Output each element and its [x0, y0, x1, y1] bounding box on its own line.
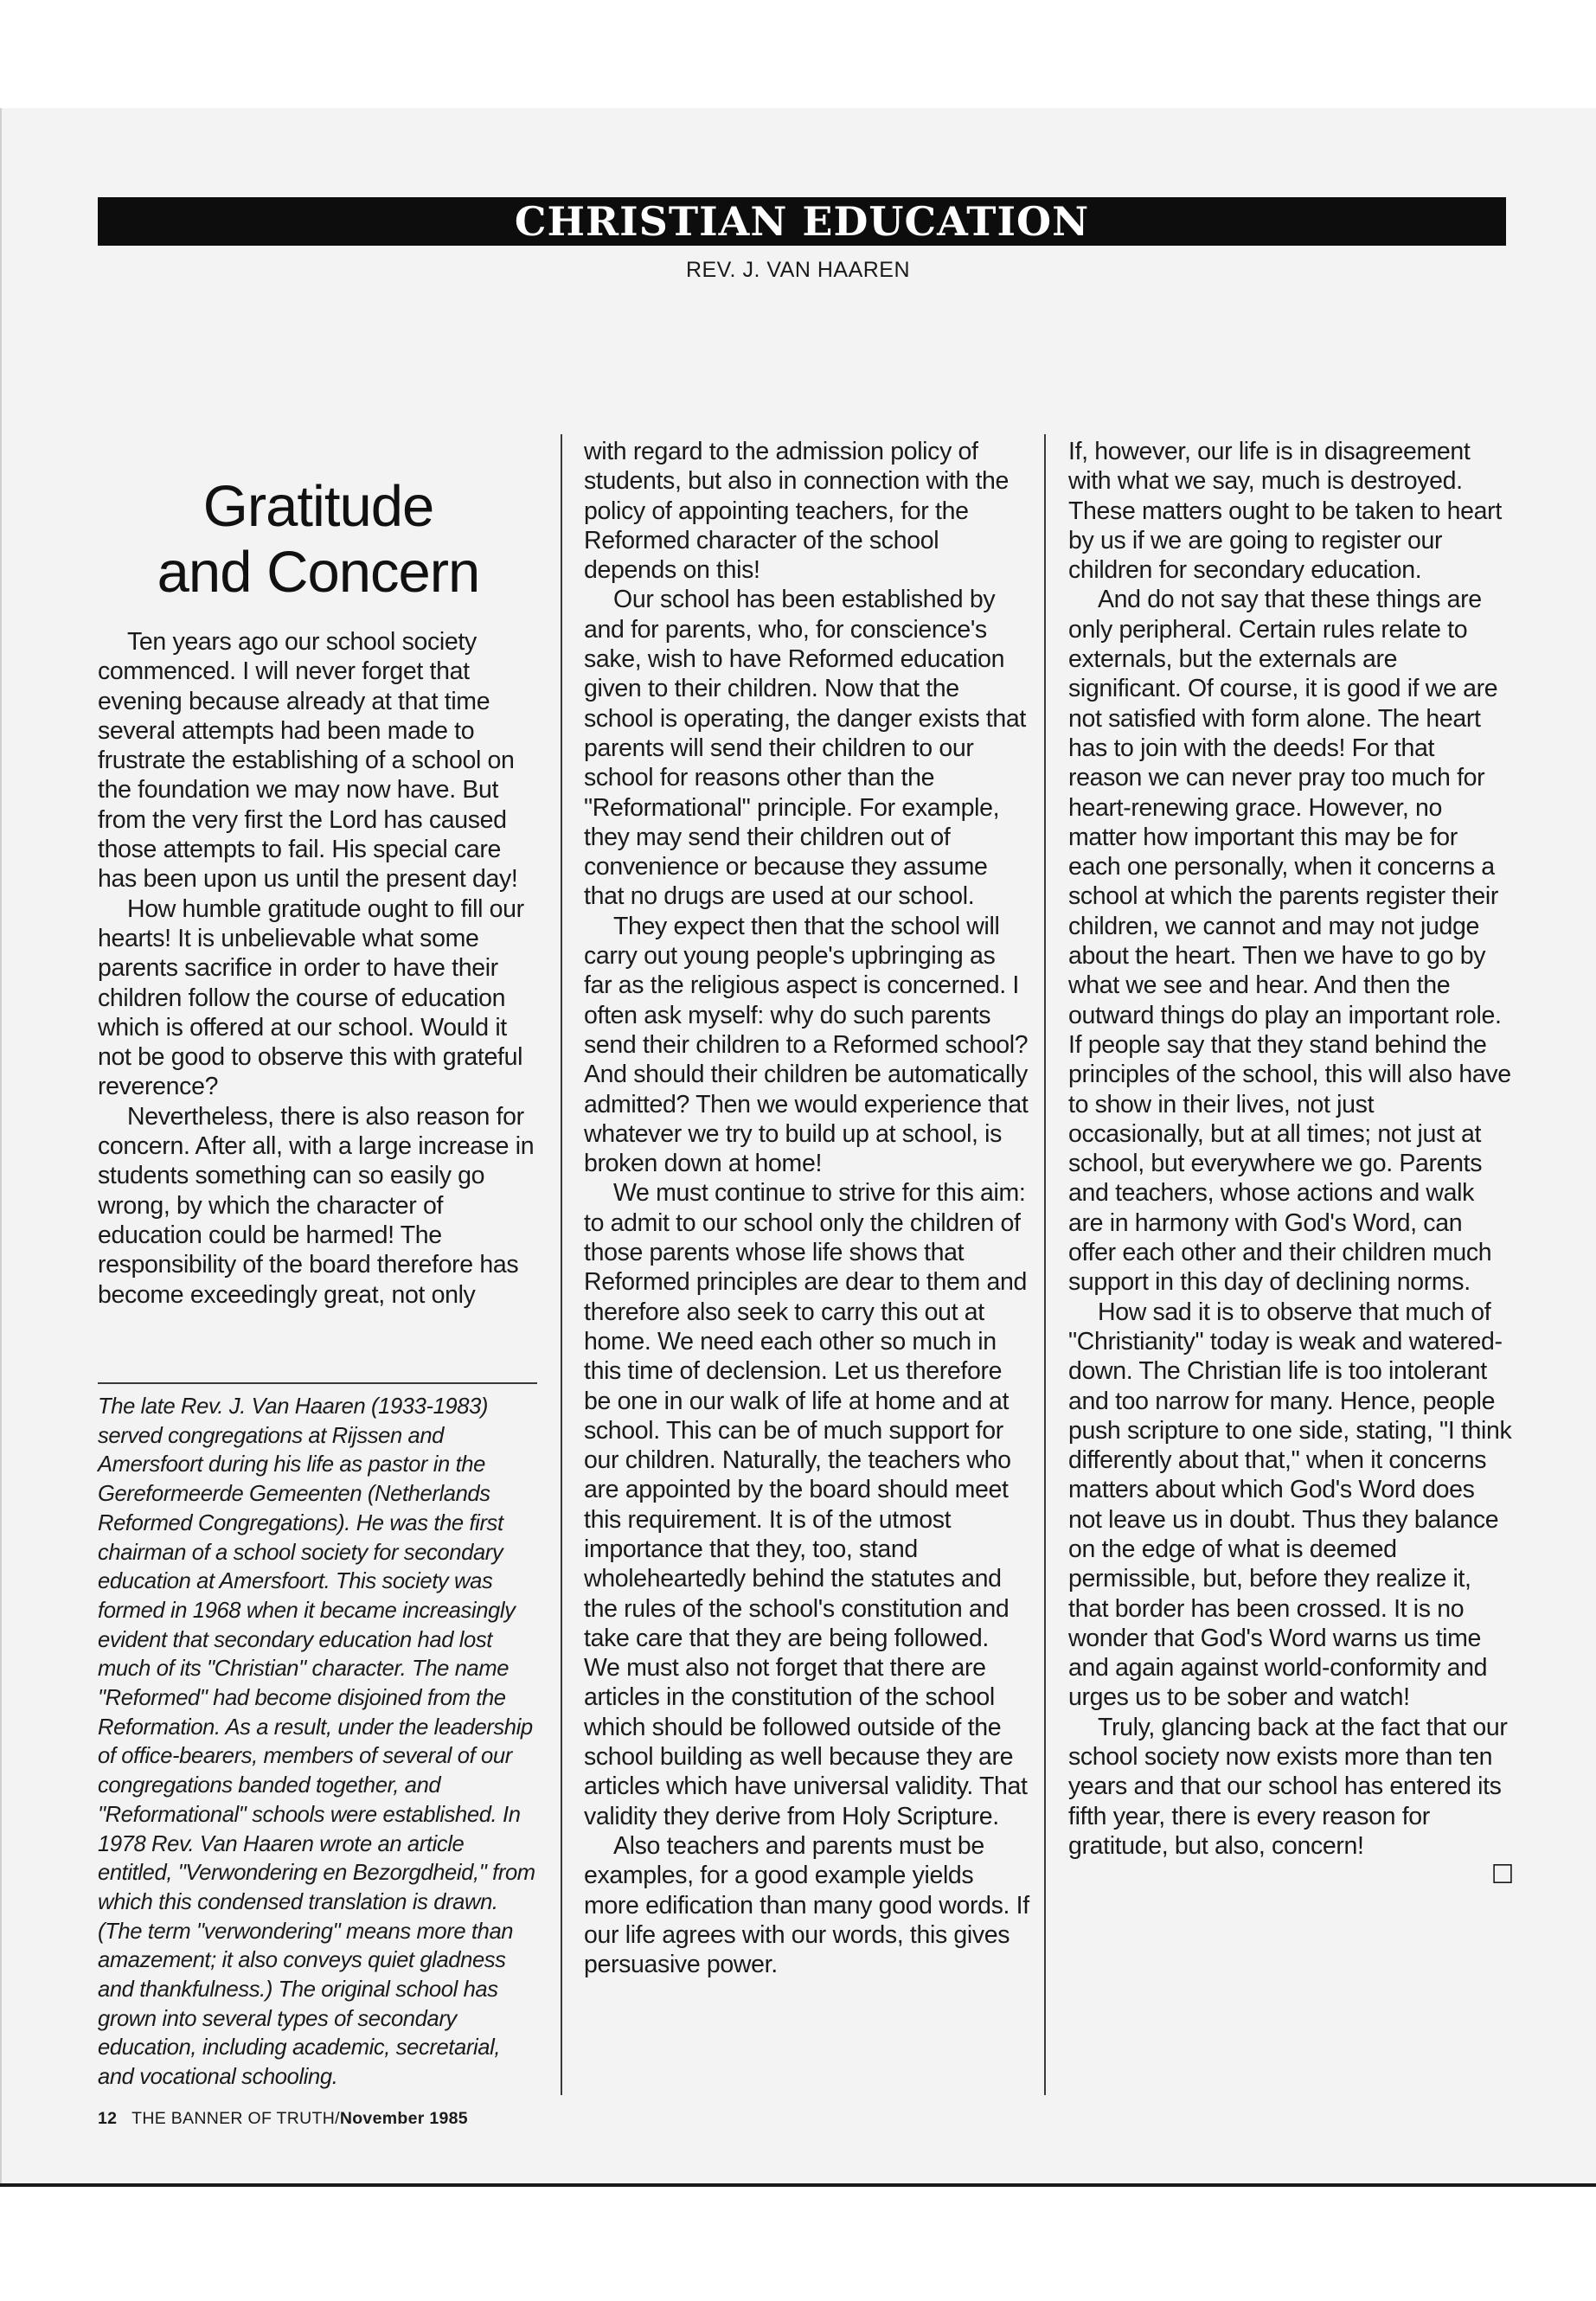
section-header-bar [98, 197, 1506, 246]
author-byline: REV. J. VAN HAAREN [685, 258, 911, 282]
article-title [98, 474, 539, 606]
end-of-article-icon: ☐ [1490, 1861, 1514, 1890]
article-title-line-1: Gratitude [202, 474, 434, 539]
paragraph: Our school has been established by and for parents, who, for conscience's sake, wish to have Reformed education given to their children. Now that the school is operating, the danger exists that parents will send their children to our school for reasons other than the "Reformational" principle. For example, they may send their children out of convenience or because they assume that no drugs are used at our school. [584, 586, 1026, 911]
page-number: 12 [98, 2109, 118, 2128]
publication-name: THE BANNER OF TRUTH/ [131, 2109, 340, 2128]
footnote-divider [98, 1382, 537, 1384]
paragraph: Ten years ago our school society commenced. I will never forget that evening because already at that time several attempts had been made to frustrate the establishing of a school on the foundation we may now have. But from the very first the Lord has caused those attempts to fail. His special care has been upon us until the present day! [98, 628, 518, 894]
footnote-text: The late Rev. J. Van Haaren (1933-1983) served congregations at Rijssen and Amersfoort during his life as pastor in the Gereformeerde Gemeenten (Netherlands Reformed Congregations). He was the first chairman of a school society for secondary education at Amersfoort. This society was formed in 1968 when it became increasingly evident that secondary education had lost much of its "Christian" character. The name "Reformed" had become disjoined from the Reformation. As a result, under the leadership of office-bearers, members of several of our congregations banded together, and "Reformational" schools were established. In 1978 Rev. Van Haaren wrote an article entitled, "Verwondering en Bezorgdheid," from which this condensed translation is drawn. (The term "verwondering" means more than amazement; it also conveys quiet gladness and thankfulness.) The original school has grown into several types of secondary education, including academic, secretarial, and vocational schooling. [98, 1394, 535, 2090]
article-title-line-2: and Concern [157, 540, 480, 605]
page-footer [98, 2109, 468, 2129]
column-divider-right [1044, 434, 1046, 2095]
column-left [98, 627, 539, 1310]
paragraph: How sad it is to observe that much of "Christianity" today is weak and watered-down. The Christian life is too intolerant and too narrow for many. Hence, people push scripture to one side, stating, "I think differently about that," when it concerns matters about which God's Word does not leave us in doubt. Thus they balance on the edge of what is deemed permissible, but, before they realize it, that border has been crossed. It is no wonder that God's Word warns us time and again against world-conformity and urges us to be sober and watch! [1068, 1298, 1512, 1712]
paragraph: Also teachers and parents must be examples, for a good example yields more edification than many good words. If our life agrees with our words, this gives persuasive power. [584, 1831, 1029, 1979]
paragraph: with regard to the admission policy of students, but also in connection with the policy of appointing teachers, for the Reformed character of the school depends on this! [584, 438, 1010, 585]
column-middle [584, 437, 1029, 1979]
issue-date: November 1985 [339, 2109, 468, 2128]
paragraph: Truly, glancing back at the fact that our school society now exists more than ten years and that our school has entered its fifth year, there is every reason for gratitude, but also, concern! [1068, 1713, 1508, 1860]
paragraph: Nevertheless, there is also reason for concern. After all, with a large increase in students something can so easily go wrong, by which the character of education could be harmed! The responsibility of the board therefore has become exceedingly great, not only [98, 1102, 535, 1309]
page-edge-rule [0, 2183, 1596, 2187]
paragraph: If, however, our life is in disagreement with what we say, much is destroyed. These matters ought to be taken to heart by us if we are going to register our children for secondary education. [1068, 438, 1502, 585]
paragraph: We must continue to strive for this aim: to admit to our school only the children of those parents whose life shows that Reformed principles are dear to them and therefore also seek to carry this out at home. We need each other so much in this time of declension. Let us therefore be one in our walk of life at home and at school. This can be of much support for our children. Naturally, the teachers who are appointed by the board should meet this requirement. It is of the utmost importance that they, too, stand wholeheartedly behind the statutes and the rules of the school's constitution and take care that they are being followed. We must also not forget that there are articles in the constitution of the school which should be followed outside of the school building as well because they are articles which have universal validity. That validity they derive from Holy Scripture. [584, 1179, 1028, 1830]
paragraph: How humble gratitude ought to fill our hearts! It is unbelievable what some parents sacrifice in order to have their children follow the course of education which is offered at our school. Would it not be good to observe this with grateful reverence? [98, 894, 524, 1101]
column-right [1068, 437, 1514, 1890]
section-title: CHRISTIAN EDUCATION [514, 198, 1090, 245]
paragraph: And do not say that these things are only peripheral. Certain rules relate to externals, but the externals are significant. Of course, it is good if we are not satisfied with form alone. The heart has to join with the deeds! For that reason we can never pray too much for heart-renewing grace. However, no matter how important this may be for each one personally, when it concerns a school at which the parents register their children, we cannot and may not judge about the heart. Then we have to go by what we see and hear. And then the outward things do play an important role. If people say that they stand behind the principles of the school, this will also have to show in their lives, not just occasionally, but at all times; not just at school, but everywhere we go. Parents and teachers, whose actions and walk are in harmony with God's Word, can offer each other and their children much support in this day of declining norms. [1068, 586, 1511, 1297]
author-footnote [98, 1393, 541, 2093]
paragraph: They expect then that the school will carry out young people's upbringing as far as the religious aspect is concerned. I often ask myself: why do such parents send their children to a Reformed school? And should their children be automatically admitted? Then we would experience that whatever we try to build up at school, is broken down at home! [584, 912, 1029, 1178]
column-divider-left [561, 434, 562, 2095]
